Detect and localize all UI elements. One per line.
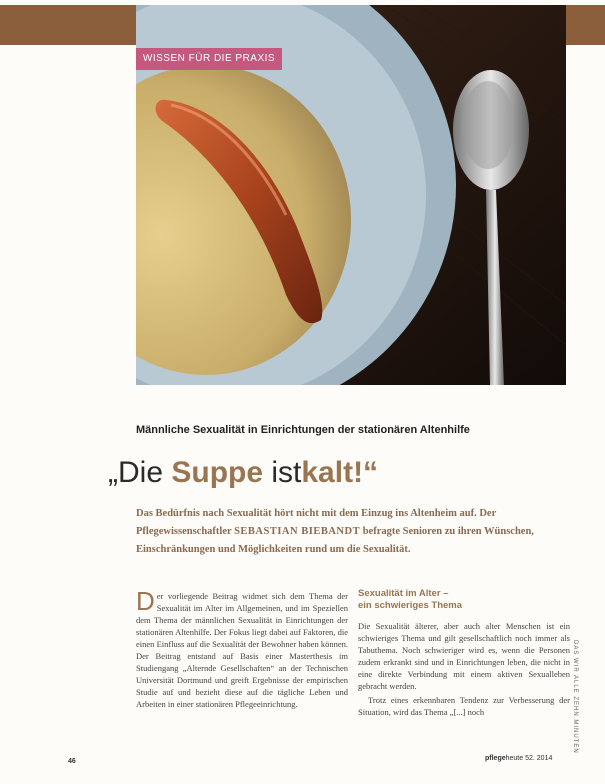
body-column-2 [358, 588, 570, 720]
headline-word-suppe: Suppe [171, 456, 264, 489]
article-subtitle: Männliche Sexualität in Einrichtungen der stationären Altenhilfe [136, 424, 470, 436]
drop-cap: D [136, 586, 155, 616]
article-headline [108, 453, 588, 493]
header-color-bar-right [566, 5, 605, 45]
section-heading [358, 588, 570, 612]
footer-magazine-name-rest: heute [505, 755, 524, 762]
page-number: 46 [68, 758, 76, 765]
lead-author: SEBASTIAN BIEBANDT [234, 526, 361, 537]
lead-part1: Das Bedürfnis nach Sexualität hört nicht mit dem Einzug ins Altenheim auf. Der Pflegewissenschaftler [136, 508, 497, 537]
section-heading-line1: Sexualität im Alter – [358, 588, 449, 599]
headline-open-quote: „Die [108, 456, 164, 489]
headline-word-kalt: kalt!“ [301, 456, 379, 489]
col2-paragraph-2: Trotz eines erkennbaren Tendenz zur Verbesserung der Situation, wird das Thema „[...] noch [358, 695, 570, 717]
side-vertical-label: DAS WIR ALLE ZEHN MINUTEN [572, 640, 578, 754]
footer-magazine-name: pflege [485, 755, 506, 762]
footer-magazine-issue [485, 755, 552, 762]
article-lead [136, 505, 576, 559]
footer-issue: 52. 2014 [525, 755, 553, 762]
lead-part2: befragte Senioren zu ihren Wünschen, Einschränkungen und Möglichkeiten rund um die Sexualität. [136, 526, 534, 555]
section-banner: WISSEN FÜR DIE PRAXIS [136, 48, 282, 70]
col1-text: er vorliegende Beitrag widmet sich dem Thema der Sexualität im Alter im Allgemeinen, und im Speziellen dem Thema der männlichen Sexualität in Einrichtungen der stationären Altenhilfe. Der Fokus liegt dabei auf Faktoren, die einen Einfluss auf die Sexualität der Bewohner haben können. Der Beitrag entstand auf Basis einer Masterthesis im Studiengang „Alternde Gesellschaften“ an der Technischen Universität Dortmund und greift Ergebnisse der empirischen Studie auf und bezieht diese auf die tägliche Leben und Arbeiten in einer stationären Pflegeeinrichtung. [136, 591, 348, 709]
section-heading-line2: ein schwieriges Thema [358, 600, 463, 611]
body-column-1 [136, 586, 348, 710]
col2-paragraph-1: Die Sexualität älterer, aber auch alter Menschen ist ein schwieriges Thema und gilt gesellschaftlich noch immer als Tabuthema. Noch schwieriger wird es, wenn die Personen zudem erkrankt sind und in Einrichtungen leben, die nicht in eine direkte Verbindung mit einem aktiven Sexualleben gebracht werden. [358, 621, 570, 691]
header-color-bar [0, 5, 136, 45]
headline-word-ist: ist [271, 456, 302, 489]
